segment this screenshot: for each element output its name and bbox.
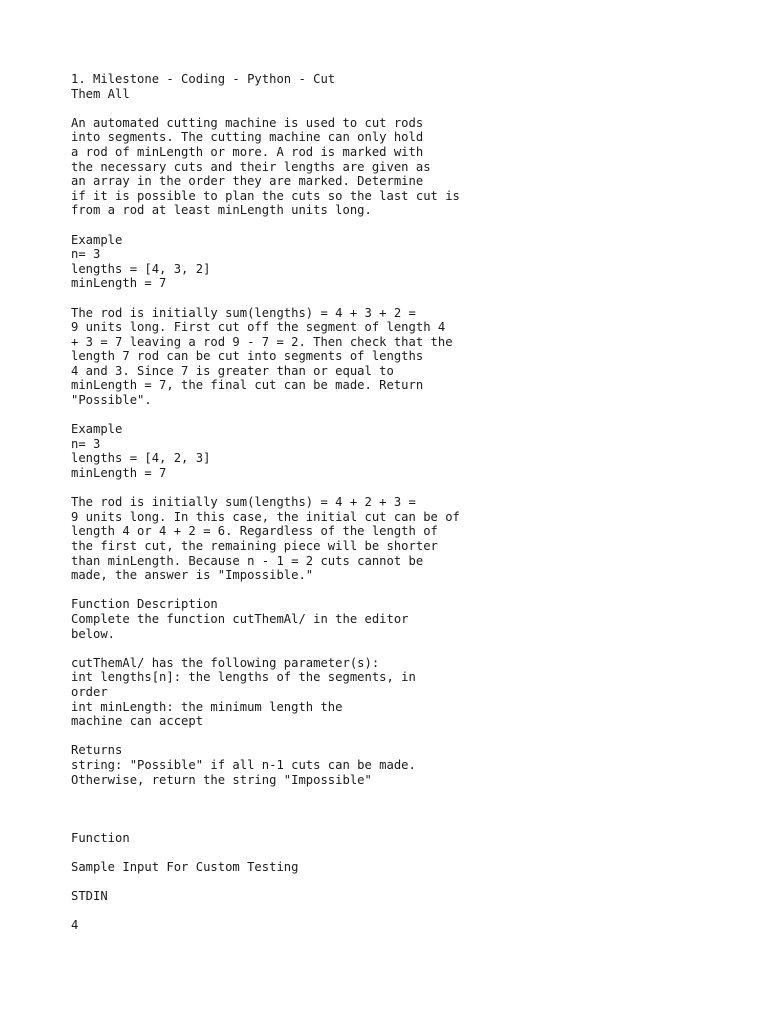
intro-line: from a rod at least minLength units long. <box>71 203 372 218</box>
explanation-line: The rod is initially sum(lengths) = 4 + 3 + 2 = <box>71 305 416 320</box>
title-line: Them All <box>71 86 130 101</box>
returns-line: string: "Possible" if all n-1 cuts can be made. <box>71 757 416 772</box>
explanation-line: + 3 = 7 leaving a rod 9 - 7 = 2. Then check that the <box>71 334 453 349</box>
intro-line: an array in the order they are marked. Determine <box>71 174 424 189</box>
sample-input-heading: Sample Input For Custom Testing <box>71 860 299 875</box>
example-line: lengths = [4, 2, 3] <box>71 451 211 466</box>
explanation-line: the first cut, the remaining piece will be shorter <box>71 539 438 553</box>
problem-document <box>71 72 691 948</box>
stdin-values <box>71 918 691 933</box>
intro-line: into segments. The cutting machine can only hold <box>71 130 424 145</box>
parameters-section <box>71 656 691 729</box>
parameter-line: machine can accept <box>71 714 204 729</box>
parameter-line: order <box>71 684 108 699</box>
explanation-line: length 7 rod can be cut into segments of lengths <box>71 349 424 364</box>
explanation-line: 4 and 3. Since 7 is greater than or equal to <box>71 363 394 378</box>
stdin-value: 4 <box>71 918 79 933</box>
function-label-section <box>71 831 691 846</box>
returns-line: Otherwise, return the string "Impossible" <box>71 772 372 787</box>
explanation-line: than minLength. Because n - 1 = 2 cuts cannot be <box>71 553 424 568</box>
intro-line: An automated cutting machine is used to cut rods <box>71 115 424 130</box>
explanation-line: minLength = 7, the final cut can be made. Return <box>71 378 424 393</box>
explanation-line: made, the answer is "Impossible." <box>71 568 314 583</box>
function-description-line: Complete the function cutThemAl/ in the editor <box>71 611 409 626</box>
stdin-section <box>71 889 691 904</box>
returns-section <box>71 743 691 787</box>
intro-line: if it is possible to plan the cuts so the last cut is <box>71 188 460 203</box>
function-label: Function <box>71 830 130 845</box>
parameter-line: int minLength: the minimum length the <box>71 699 343 714</box>
explanation-line: "Possible". <box>71 393 152 408</box>
sample-input-section <box>71 860 691 875</box>
intro-line: a rod of minLength or more. A rod is marked with <box>71 144 424 159</box>
example-line: lengths = [4, 3, 2] <box>71 261 211 276</box>
example-heading: Example <box>71 232 123 247</box>
parameters-heading: cutThemAl/ has the following parameter(s): <box>71 655 380 670</box>
intro-line: the necessary cuts and their lengths are given as <box>71 159 431 174</box>
explanation-line: 9 units long. First cut off the segment of length 4 <box>71 320 446 335</box>
example-heading: Example <box>71 422 123 437</box>
example-line: minLength = 7 <box>71 466 167 481</box>
example-line: n= 3 <box>71 436 101 451</box>
example-1 <box>71 233 691 291</box>
example-2 <box>71 422 691 480</box>
function-description-heading: Function Description <box>71 597 218 612</box>
function-description <box>71 597 691 641</box>
example-1-explanation <box>71 306 691 408</box>
problem-title <box>71 72 691 101</box>
function-description-line: below. <box>71 626 116 641</box>
spacer <box>71 802 691 831</box>
stdin-label: STDIN <box>71 889 108 904</box>
returns-heading: Returns <box>71 743 123 758</box>
title-line: 1. Milestone - Coding - Python - Cut <box>71 72 336 86</box>
problem-intro <box>71 116 691 218</box>
parameter-line: int lengths[n]: the lengths of the segments, in <box>71 670 416 685</box>
explanation-line: length 4 or 4 + 2 = 6. Regardless of the length of <box>71 524 438 539</box>
example-line: n= 3 <box>71 247 101 262</box>
example-line: minLength = 7 <box>71 276 167 291</box>
explanation-line: 9 units long. In this case, the initial cut can be of <box>71 509 460 524</box>
explanation-line: The rod is initially sum(lengths) = 4 + 2 + 3 = <box>71 495 416 510</box>
example-2-explanation <box>71 495 691 583</box>
